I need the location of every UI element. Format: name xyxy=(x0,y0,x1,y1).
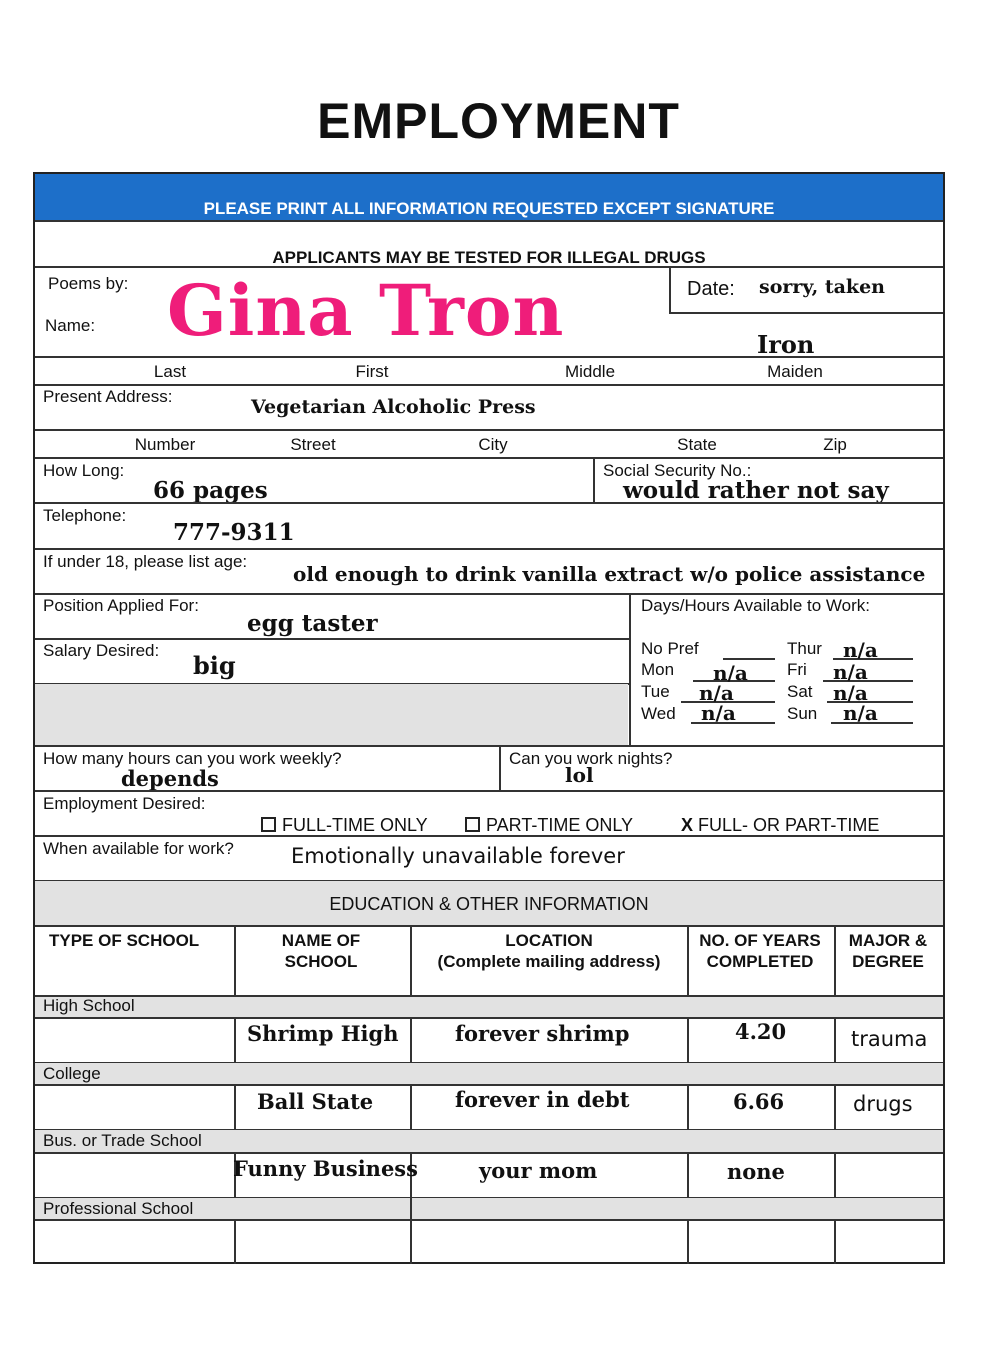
school-major-2: drugs xyxy=(853,1092,913,1116)
wed-label: Wed xyxy=(641,704,676,723)
days-hours-label: Days/Hours Available to Work: xyxy=(641,596,870,615)
sun-label: Sun xyxy=(787,704,818,723)
thur-label: Thur xyxy=(787,639,822,658)
telephone-label: Telephone: xyxy=(43,506,127,525)
telephone-value: 777-9311 xyxy=(173,519,295,546)
ssn-value: would rather not say xyxy=(623,477,889,504)
middle-label: Middle xyxy=(564,362,616,381)
maiden-label: Maiden xyxy=(767,362,823,381)
hours-label: How many hours can you work weekly? xyxy=(43,749,342,768)
sat-label: Sat xyxy=(787,682,813,701)
school-name-1: Shrimp High xyxy=(247,1021,399,1046)
tue-label: Tue xyxy=(641,682,670,701)
salary-value: big xyxy=(193,651,236,680)
state-label: State xyxy=(677,435,717,454)
school-type-4: Professional School xyxy=(43,1199,194,1218)
poet-name: Gina Tron xyxy=(167,269,565,352)
gray-spacer xyxy=(35,684,628,745)
thur-value: n/a xyxy=(843,638,878,662)
fri-label: Fri xyxy=(787,660,807,679)
employment-desired-label: Employment Desired: xyxy=(43,794,206,813)
number-label: Number xyxy=(134,435,196,454)
school-years-1: 4.20 xyxy=(735,1019,787,1044)
first-label: First xyxy=(355,362,389,381)
position-label: Position Applied For: xyxy=(43,596,199,615)
employment-form xyxy=(33,172,945,1264)
hours-value: depends xyxy=(121,766,219,791)
mon-label: Mon xyxy=(641,660,675,679)
mon-value: n/a xyxy=(713,661,748,685)
nights-label: Can you work nights? xyxy=(509,749,673,768)
school-location-2: forever in debt xyxy=(455,1087,630,1112)
position-value: egg taster xyxy=(247,610,378,637)
school-name-2: Ball State xyxy=(257,1089,374,1114)
col-location-sub: (Complete mailing address) xyxy=(437,952,661,971)
school-type-1: High School xyxy=(43,996,135,1015)
when-available-label: When available for work? xyxy=(43,839,234,858)
maiden-name-value: Iron xyxy=(757,330,815,359)
salary-label: Salary Desired: xyxy=(43,641,160,660)
wed-value: n/a xyxy=(701,701,736,725)
how-long-value: 66 pages xyxy=(153,477,268,504)
school-location-1: forever shrimp xyxy=(455,1021,630,1046)
date-value: sorry, taken xyxy=(759,276,885,298)
last-label: Last xyxy=(153,362,187,381)
when-available-value: Emotionally unavailable forever xyxy=(291,844,625,868)
page-title: EMPLOYMENT xyxy=(317,93,680,149)
tue-value: n/a xyxy=(699,681,734,705)
zip-label: Zip xyxy=(823,435,847,454)
school-years-3: none xyxy=(727,1159,785,1184)
col-major: MAJOR & DEGREE xyxy=(848,931,928,971)
ssn-label: Social Security No.: xyxy=(603,461,752,480)
full-time-option[interactable]: FULL-TIME ONLY xyxy=(261,815,428,836)
school-type-3: Bus. or Trade School xyxy=(43,1131,202,1150)
address-label: Present Address: xyxy=(43,387,173,406)
nights-value: lol xyxy=(565,763,594,787)
address-value: Vegetarian Alcoholic Press xyxy=(251,396,536,418)
col-location: LOCATION xyxy=(505,931,593,950)
how-long-label: How Long: xyxy=(43,461,125,480)
col-type-of-school: TYPE OF SCHOOL xyxy=(49,931,200,950)
street-label: Street xyxy=(290,435,336,454)
nopref-label: No Pref xyxy=(641,639,699,658)
name-label: Name: xyxy=(45,316,96,335)
full-time-checkbox[interactable] xyxy=(261,817,276,832)
age-label: If under 18, please list age: xyxy=(43,552,248,571)
instruction-banner: PLEASE PRINT ALL INFORMATION REQUESTED EXCEPT SIGNATURE xyxy=(35,174,943,220)
part-time-checkbox[interactable] xyxy=(465,817,480,832)
col-name-of-school: NAME OF SCHOOL xyxy=(281,931,361,971)
drug-test-notice: APPLICANTS MAY BE TESTED FOR ILLEGAL DRUGS xyxy=(272,248,706,267)
education-header: EDUCATION & OTHER INFORMATION xyxy=(329,894,649,914)
sun-value: n/a xyxy=(843,701,878,725)
city-label: City xyxy=(478,435,508,454)
poems-by-label: Poems by: xyxy=(48,274,129,293)
date-label: Date: xyxy=(687,278,735,300)
school-location-3: your mom xyxy=(479,1158,598,1183)
full-or-part-time-option[interactable]: X FULL- OR PART-TIME xyxy=(681,815,880,835)
school-years-2: 6.66 xyxy=(733,1089,785,1114)
age-value: old enough to drink vanilla extract w/o police assistance xyxy=(293,562,926,586)
part-time-option[interactable]: PART-TIME ONLY xyxy=(465,815,633,836)
fri-value: n/a xyxy=(833,660,868,684)
col-years: NO. OF YEARS COMPLETED xyxy=(699,931,821,971)
full-or-part-time-checkbox-checked[interactable]: X xyxy=(681,815,694,835)
sat-value: n/a xyxy=(833,681,868,705)
school-type-2: College xyxy=(43,1064,101,1083)
school-major-1: trauma xyxy=(851,1027,928,1051)
school-name-3: Funny Business xyxy=(233,1156,418,1181)
